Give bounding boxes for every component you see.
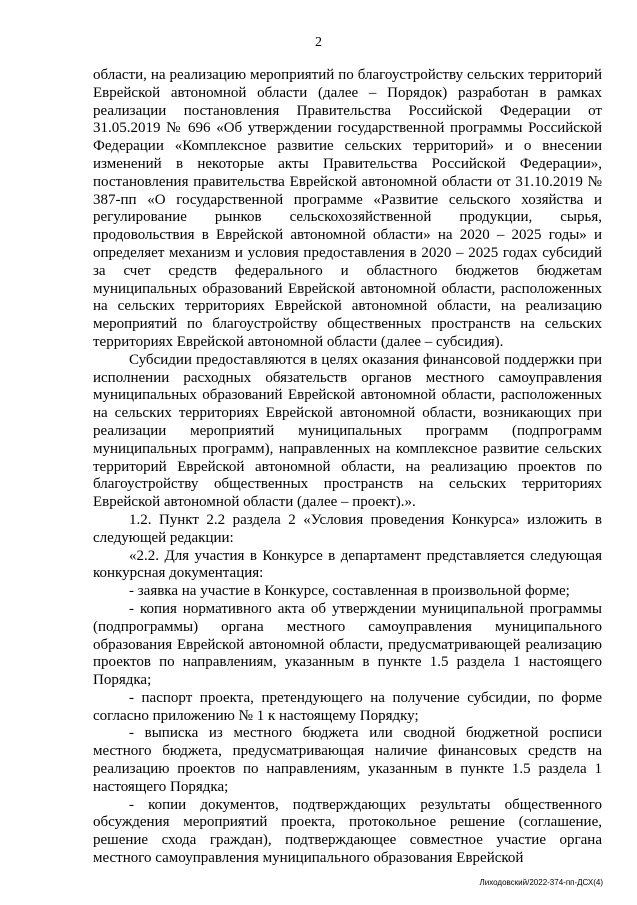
footer-reference: Лиходовский/2022-374-пп-ДСХ(4) bbox=[479, 878, 603, 887]
page-number: 2 bbox=[315, 35, 322, 50]
paragraph: Субсидии предоставляются в целях оказания финансовой поддержки при исполнении расходных обязательств органов местного самоуправления муниципальных образований Еврейской автономной области, расположенных на сельских территориях Еврейской автономной области, возникающих при реализации мероприятий муниципальных программ (подпрограмм муниципальных программ), направленных на комплексное развитие сельских территорий Еврейской автономной области, на реализацию проектов по благоустройству общественных пространств на сельских территориях Еврейской автономной области (далее – проект).». bbox=[93, 351, 602, 511]
paragraph: 1.2. Пункт 2.2 раздела 2 «Условия проведения Конкурса» изложить в следующей редакции: bbox=[93, 511, 602, 546]
list-item: - копии документов, подтверждающих результаты общественного обсуждения мероприятий проекта, протокольное решение (соглашение, решение схода граждан), подтверждающее совместное участие органа местного самоуправления муниципального образования Еврейской bbox=[93, 796, 602, 867]
list-item: - копия нормативного акта об утверждении муниципальной программы (подпрограммы) органа местного самоуправления муниципального образования Еврейской автономной области, предусматривающей реализацию проектов по направлениям, указанным в пункте 1.5 раздела 1 настоящего Порядка; bbox=[93, 600, 602, 689]
list-item: - заявка на участие в Конкурсе, составленная в произвольной форме; bbox=[129, 583, 570, 600]
document-body bbox=[93, 67, 602, 868]
paragraph: «2.2. Для участия в Конкурсе в департамент представляется следующая конкурсная документация: bbox=[93, 547, 602, 582]
paragraph: области, на реализацию мероприятий по благоустройству сельских территорий Еврейской автономной области (далее – Порядок) разработан в рамках реализации постановления Правительства Российской Федерации от 31.05.2019 № 696 «Об утверждении государственной программы Российской Федерации «Комплексное развитие сельских территорий» и о внесении изменений в некоторые акты Правительства Российской Федерации», постановления правительства Еврейской автономной области от 31.10.2019 № 387-пп «О государственной программе «Развитие сельского хозяйства и регулирование рынков сельскохозяйственной продукции, сырья, продовольствия в Еврейской автономной области» на 2020 – 2025 годы» и определяет механизм и условия предоставления в 2020 – 2025 годах субсидий за счет средств федерального и областного бюджетов бюджетам муниципальных образований Еврейской автономной области, расположенных на сельских территориях Еврейской автономной области, на реализацию мероприятий по благоустройству общественных пространств на сельских территориях Еврейской автономной области (далее – субсидия). bbox=[93, 67, 602, 350]
list-item: - паспорт проекта, претендующего на получение субсидии, по форме согласно приложению № 1 к настоящему Порядку; bbox=[93, 689, 602, 724]
list-item: - выписка из местного бюджета или сводной бюджетной росписи местного бюджета, предусматривающая наличие финансовых средств на реализацию проектов по направлениям, указанным в пункте 1.5 раздела 1 настоящего Порядка; bbox=[93, 725, 602, 795]
